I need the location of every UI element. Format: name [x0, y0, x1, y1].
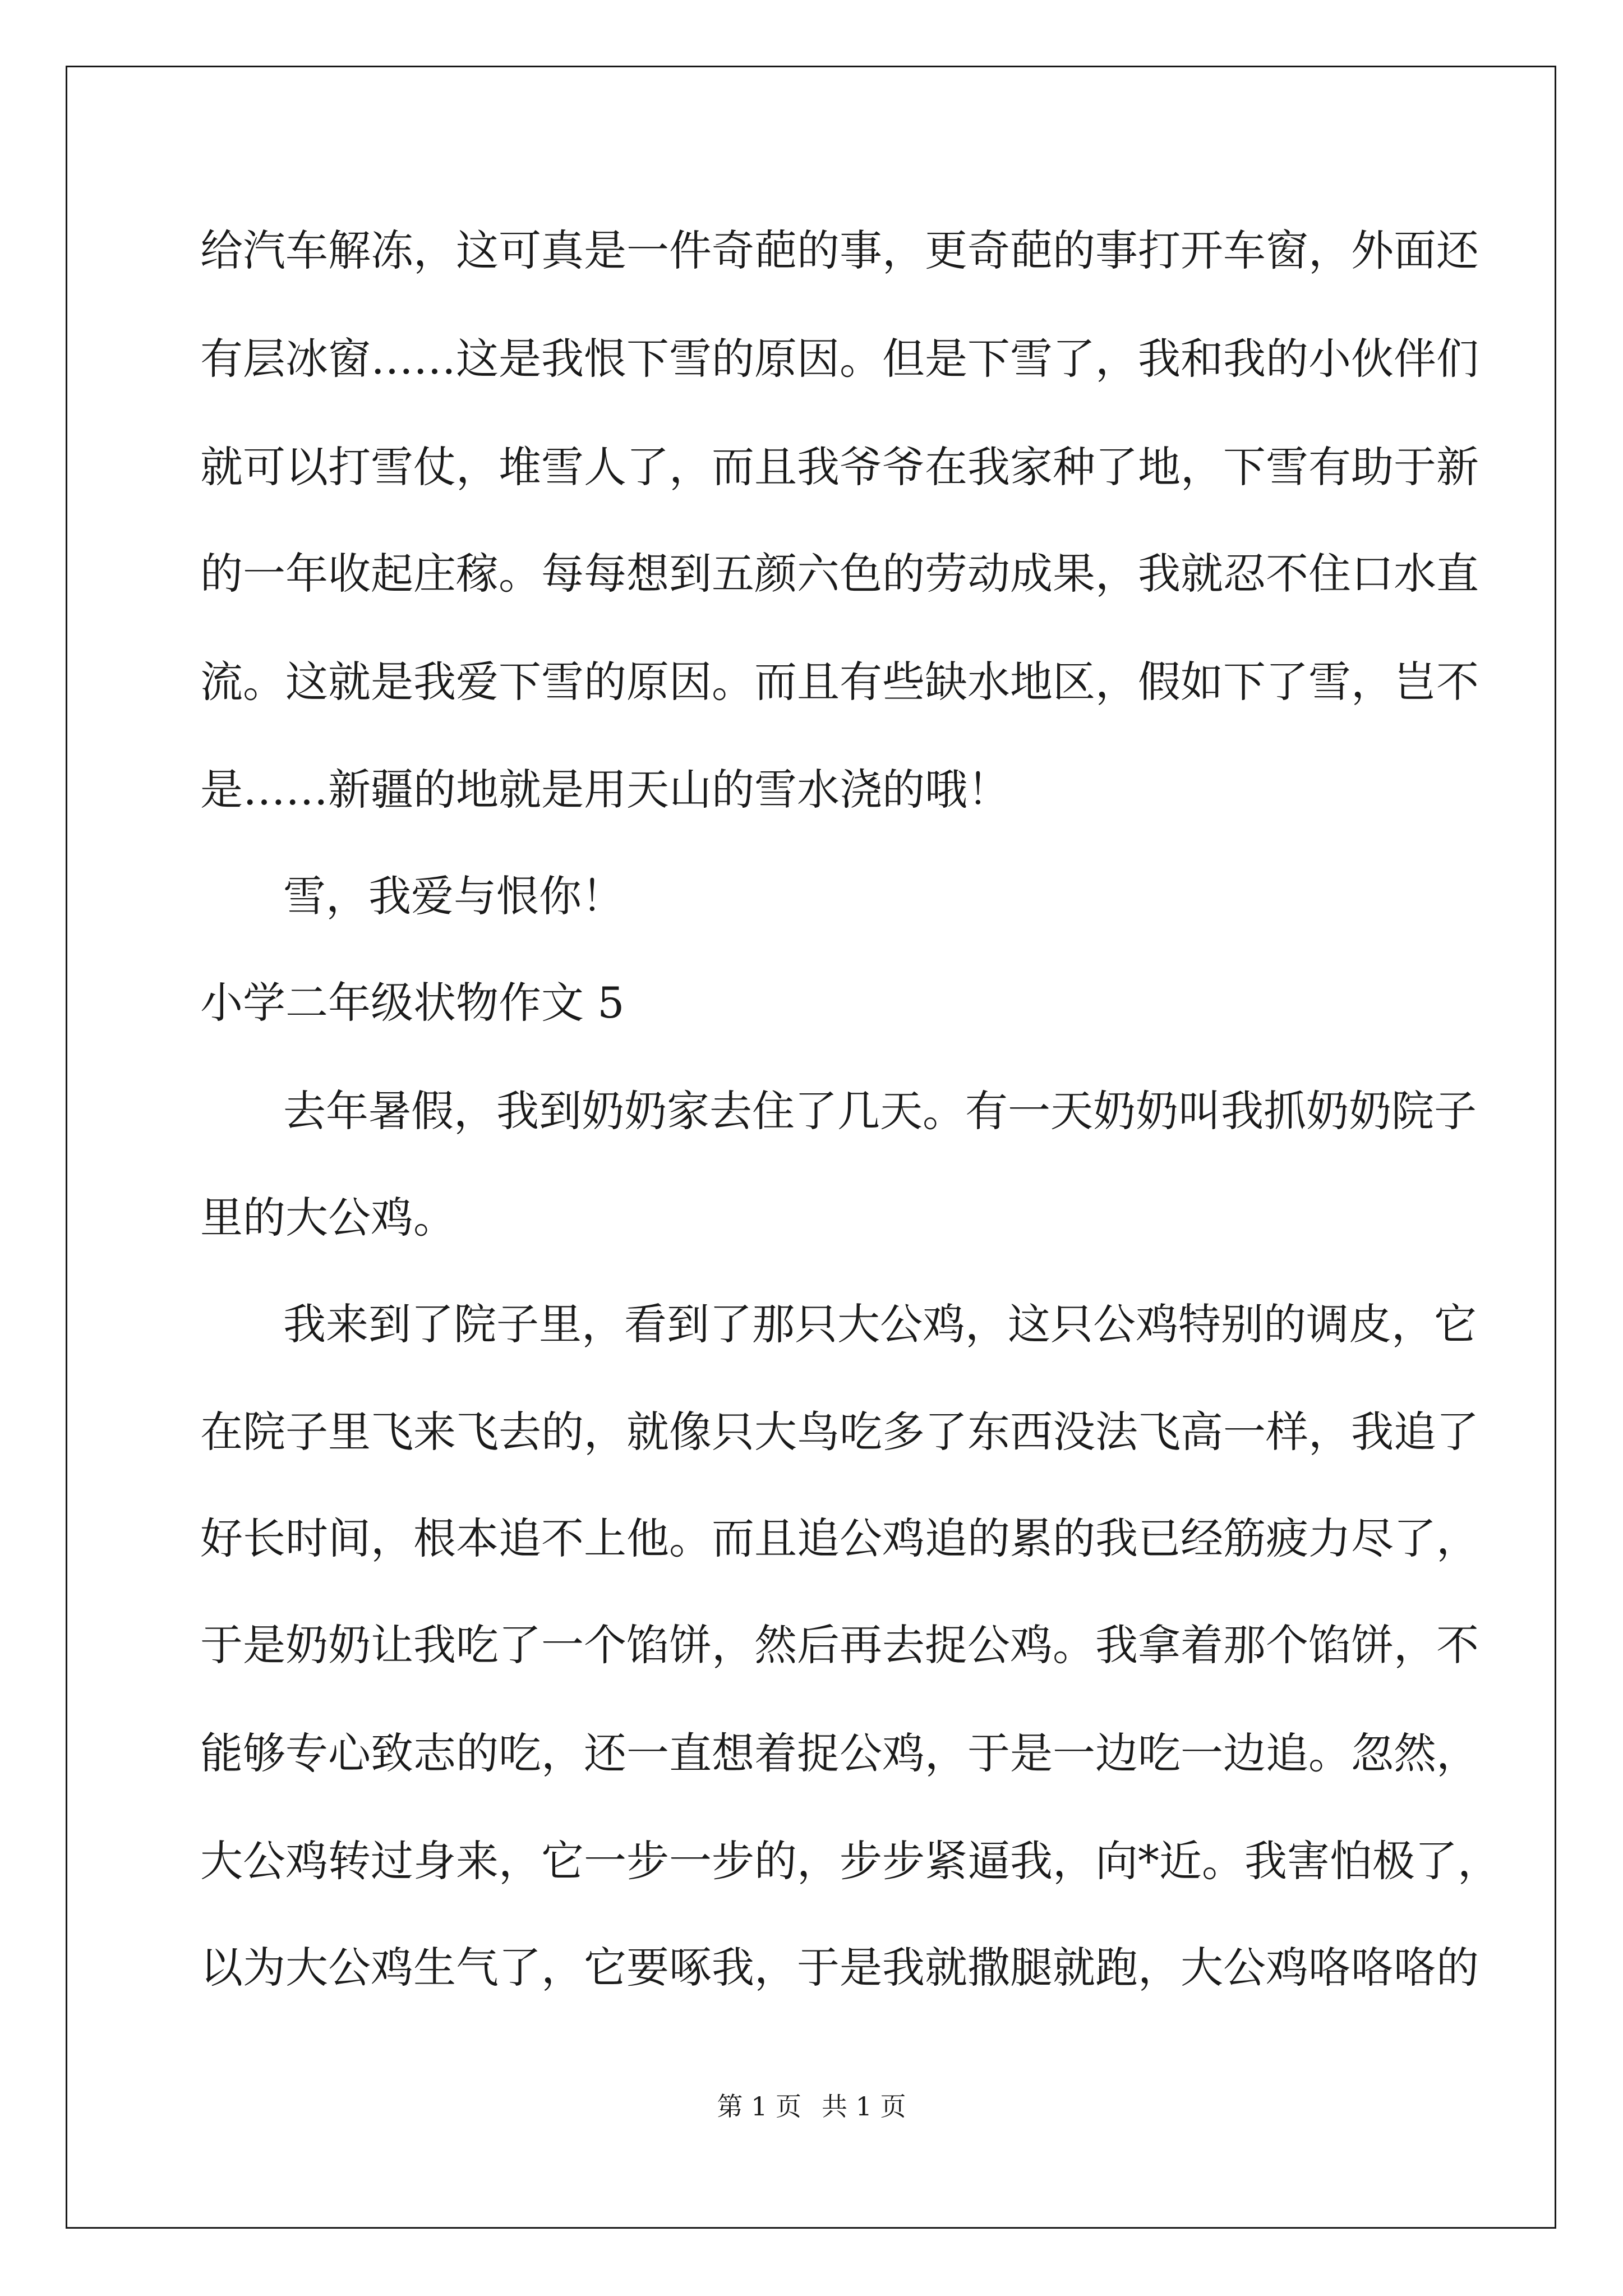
text-line: 的一年收起庄稼。每每想到五颜六色的劳动成果，我就忍不住口水直	[200, 549, 1479, 599]
text-line: 里的大公鸡。	[200, 1193, 456, 1243]
text-line: 雪，我爱与恨你！	[283, 871, 624, 921]
section-heading: 小学二年级状物作文 5	[200, 978, 625, 1028]
text-line: 好长时间，根本追不上他。而且追公鸡追的累的我已经筋疲力尽了，	[200, 1513, 1479, 1563]
text-line: 去年暑假，我到奶奶家去住了几天。有一天奶奶叫我抓奶奶院子	[283, 1086, 1477, 1136]
text-line: 有层冰窗……这是我恨下雪的原因。但是下雪了，我和我的小伙伴们	[200, 334, 1479, 384]
page-number-current: 第 1 页	[717, 2091, 801, 2122]
text-line: 以为大公鸡生气了，它要啄我，于是我就撒腿就跑，大公鸡咯咯咯的	[200, 1943, 1479, 1993]
text-line: 大公鸡转过身来，它一步一步的，步步紧逼我，向*近。我害怕极了，	[200, 1836, 1500, 1886]
page-frame	[66, 66, 1556, 2229]
page-number-total: 共 1 页	[822, 2091, 906, 2122]
text-line: 能够专心致志的吃，还一直想着捉公鸡，于是一边吃一边追。忽然，	[200, 1728, 1479, 1778]
text-line: 给汽车解冻，这可真是一件奇葩的事，更奇葩的事打开车窗，外面还	[200, 226, 1479, 275]
page-footer	[0, 2091, 1623, 2122]
text-line: 是……新疆的地就是用天山的雪水浇的哦！	[200, 765, 1010, 815]
text-line: 于是奶奶让我吃了一个馅饼，然后再去捉公鸡。我拿着那个馅饼，不	[200, 1620, 1479, 1670]
text-line: 就可以打雪仗，堆雪人了，而且我爷爷在我家种了地，下雪有助于新	[200, 442, 1479, 492]
text-line: 我来到了院子里，看到了那只大公鸡，这只公鸡特别的调皮，它	[283, 1299, 1477, 1349]
text-line: 流。这就是我爱下雪的原因。而且有些缺水地区，假如下了雪，岂不	[200, 657, 1479, 707]
text-line: 在院子里飞来飞去的，就像只大鸟吃多了东西没法飞高一样，我追了	[200, 1407, 1479, 1457]
